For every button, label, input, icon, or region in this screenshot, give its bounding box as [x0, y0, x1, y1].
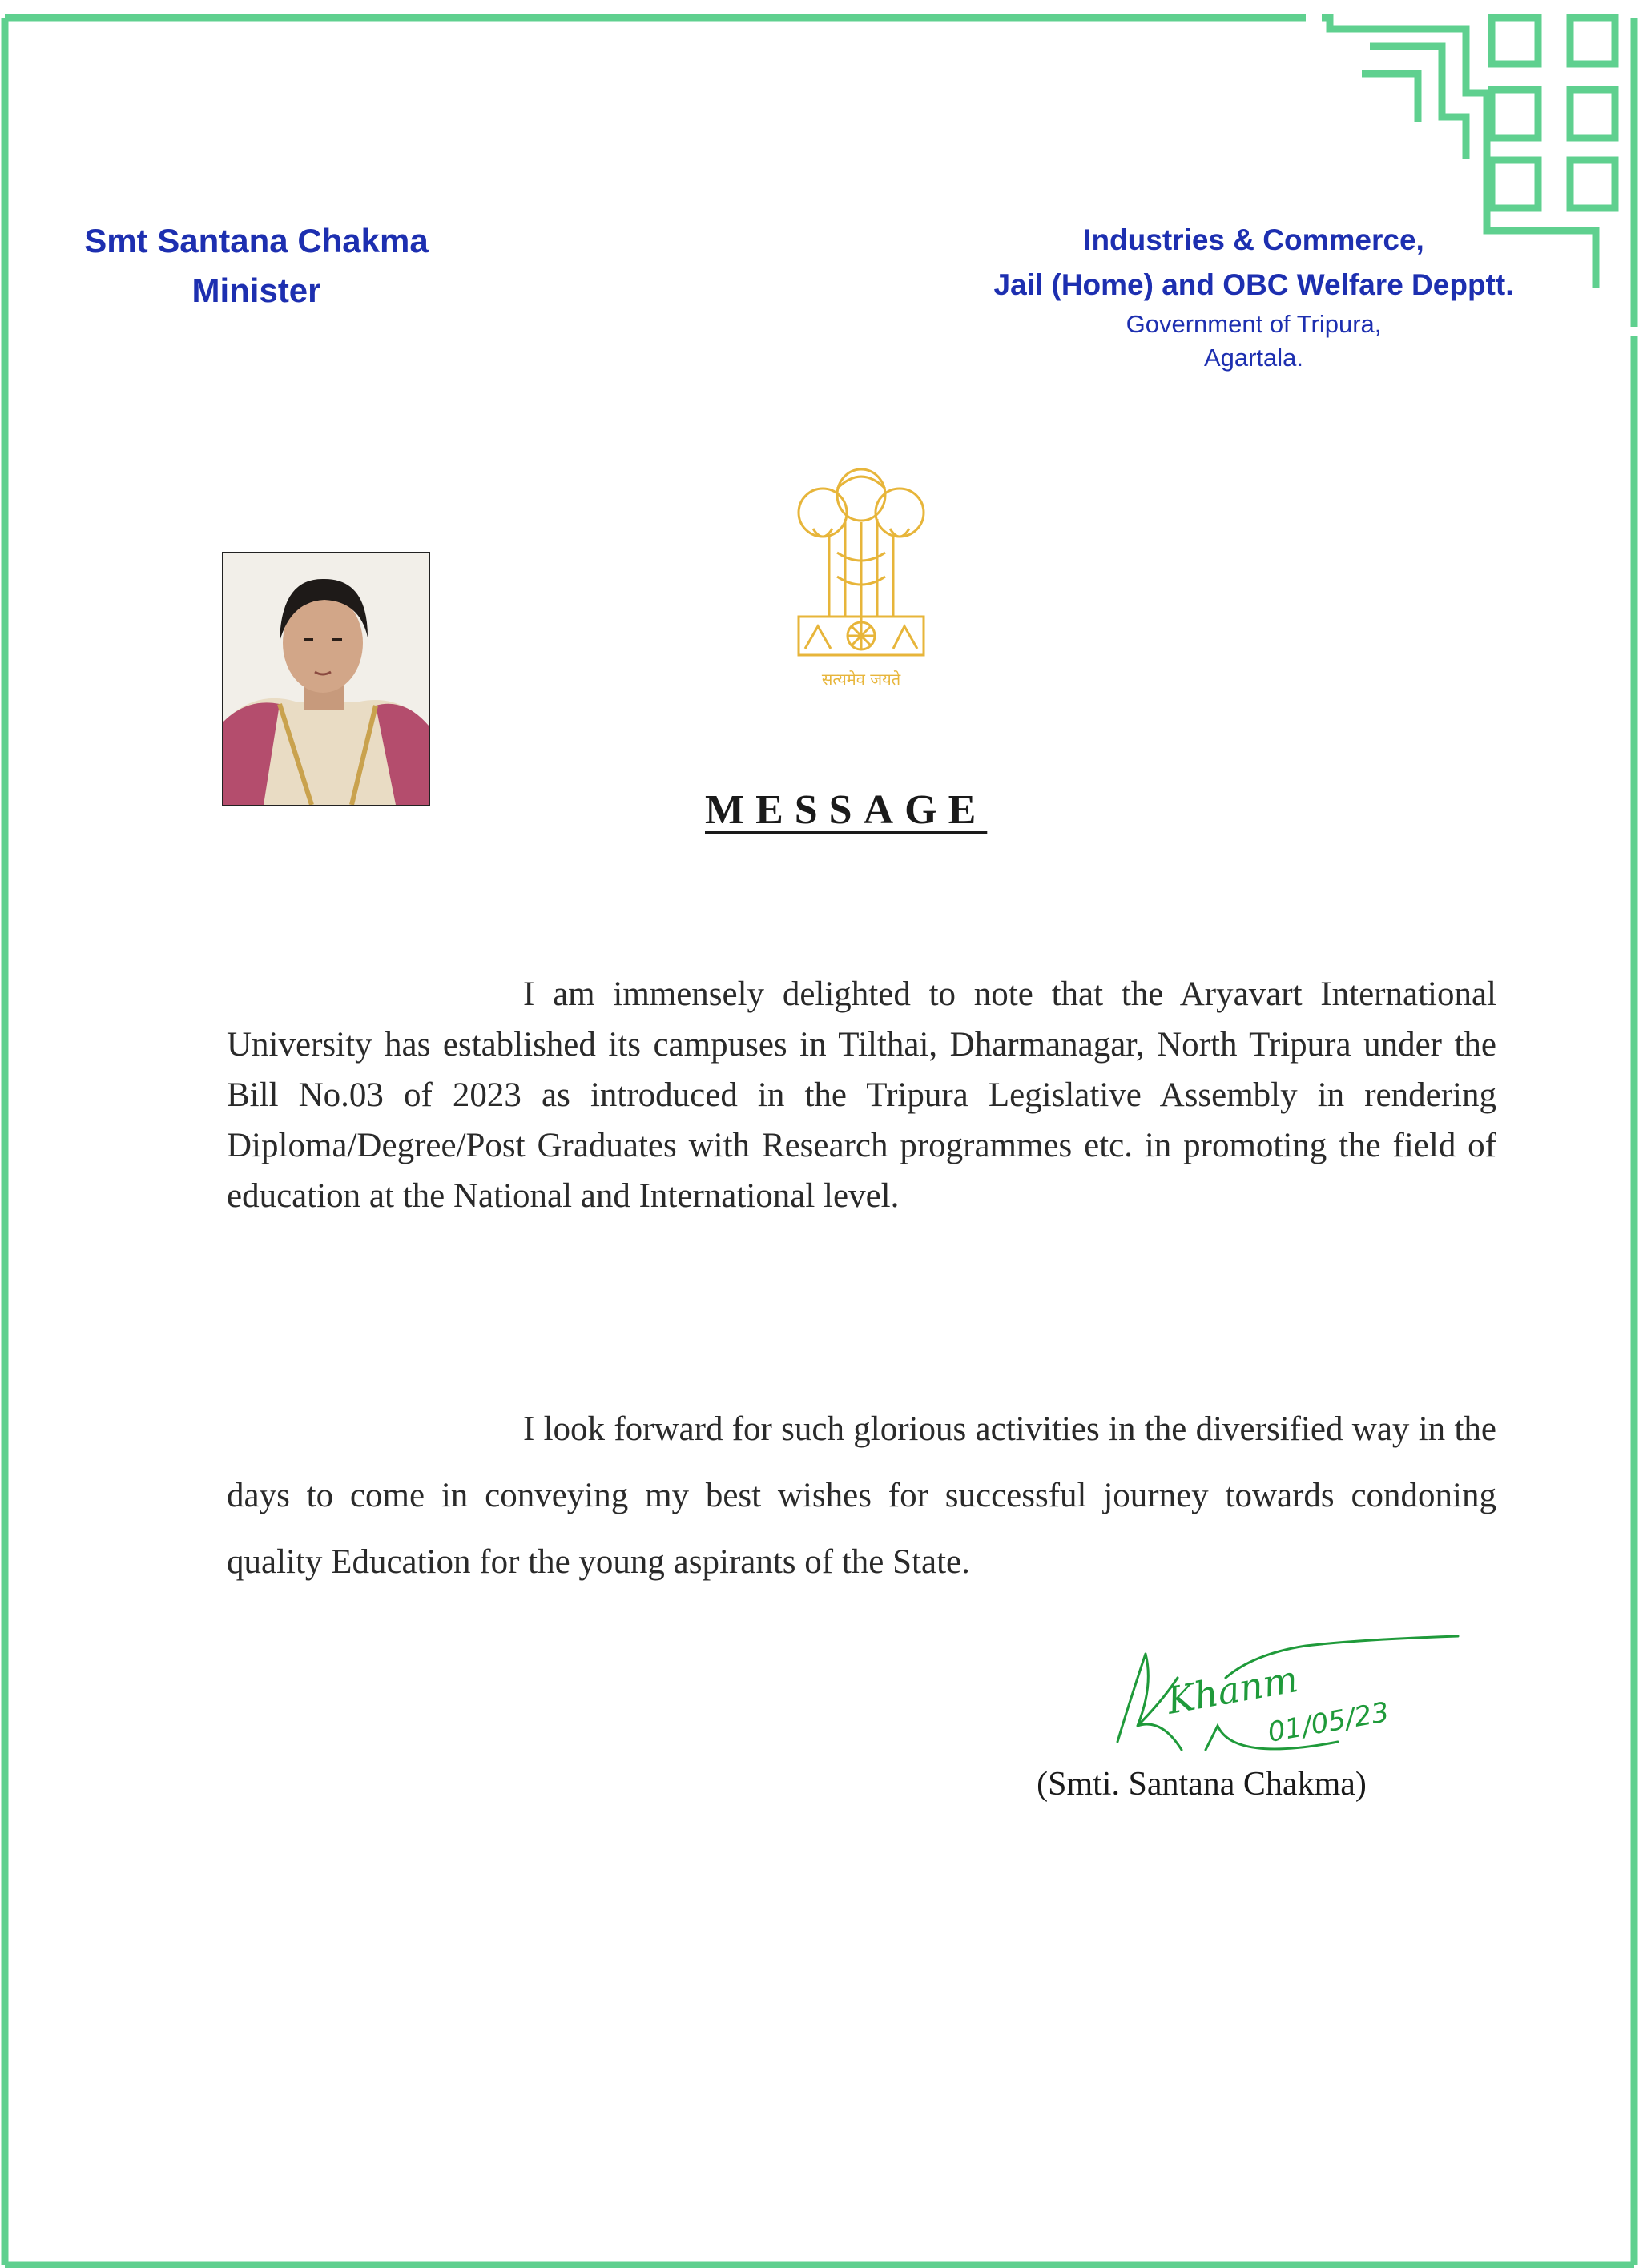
- message-paragraph-2: I look forward for such glorious activities in the diversified way in the days to come in conveying my best wishes for successful journey towards condoning quality Education for the young aspirants of the State.: [227, 1410, 1496, 1581]
- minister-name: Smt Santana Chakma: [84, 222, 429, 259]
- signature-name: Khanm: [1163, 1657, 1302, 1723]
- city-line: Agartala.: [1203, 344, 1304, 372]
- emblem-motto: सत्यमेव जयते: [821, 670, 901, 689]
- department-line1: Industries & Commerce,: [1083, 223, 1424, 256]
- minister-block: [32, 216, 481, 316]
- national-emblem-icon: [781, 456, 941, 705]
- portrait-image: [224, 553, 429, 805]
- department-block: [929, 218, 1578, 375]
- minister-photo: [222, 552, 430, 806]
- message-paragraph-1: I am immensely delighted to note that the Aryavart International University has established its campuses in Tilthai, Dharmanagar, North Tripura under the Bill No.03 of 2023 as introduced in the Tripura Legislative Assembly in rendering Diploma/Degree/Post Graduates with Research programmes etc. in promoting the field of education at the National and International level.: [227, 975, 1496, 1215]
- handwritten-signature: [1113, 1630, 1466, 1766]
- signatory-name: (Smti. Santana Chakma): [1037, 1766, 1367, 1803]
- government-line: Government of Tripura,: [1126, 310, 1382, 338]
- minister-title: Minister: [191, 271, 321, 309]
- page-title: MESSAGE: [705, 787, 988, 833]
- signature-date: 01/05/23: [1265, 1695, 1391, 1749]
- department-line2: Jail (Home) and OBC Welfare Depptt.: [993, 268, 1514, 301]
